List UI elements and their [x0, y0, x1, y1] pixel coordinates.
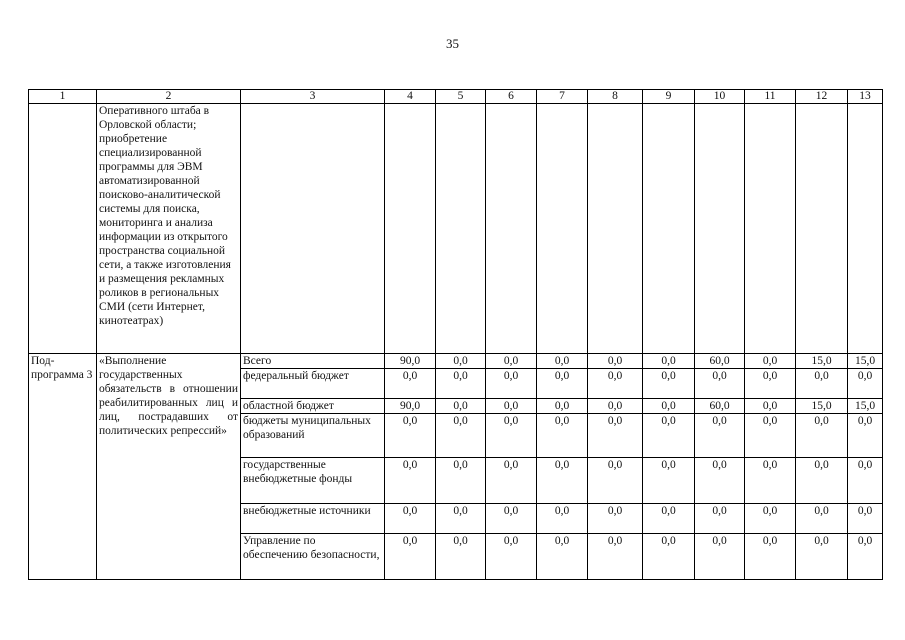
column-header: 3: [241, 90, 385, 104]
value-cell: 90,0: [385, 354, 436, 369]
value-cell: 60,0: [695, 399, 745, 414]
value-cell: 0,0: [848, 504, 883, 534]
value-cell: 0,0: [695, 369, 745, 399]
value-cell: 0,0: [643, 534, 695, 580]
value-cell: 0,0: [745, 369, 796, 399]
funding-source-cell: государственные внебюджетные фонды: [241, 458, 385, 504]
column-header: 12: [796, 90, 848, 104]
empty-cell: [385, 104, 436, 354]
value-cell: 0,0: [385, 534, 436, 580]
column-header: 4: [385, 90, 436, 104]
budget-table: [28, 89, 883, 580]
value-cell: 0,0: [537, 399, 588, 414]
value-cell: 0,0: [643, 354, 695, 369]
value-cell: 0,0: [436, 504, 486, 534]
value-cell: 0,0: [588, 504, 643, 534]
value-cell: 0,0: [848, 414, 883, 458]
value-cell: 0,0: [745, 414, 796, 458]
value-cell: 60,0: [695, 354, 745, 369]
value-cell: 0,0: [796, 534, 848, 580]
empty-cell: [695, 104, 745, 354]
measure-description-cell: Оперативного штаба в Орловской области; приобретение специализированной программы для ЭВМ автоматизированной поисково-аналитической системы для поиска, мониторинга и анализа информации из открытого пространства социальной сети, а также изготовления и размещения рекламных роликов в региональных СМИ (сети Интернет, кинотеатрах): [97, 104, 241, 354]
empty-cell: [537, 104, 588, 354]
value-cell: 0,0: [385, 414, 436, 458]
value-cell: 0,0: [588, 399, 643, 414]
value-cell: 0,0: [643, 504, 695, 534]
value-cell: 0,0: [695, 504, 745, 534]
value-cell: 0,0: [486, 458, 537, 504]
value-cell: 0,0: [745, 399, 796, 414]
empty-cell: [436, 104, 486, 354]
empty-cell: [241, 104, 385, 354]
value-cell: 0,0: [436, 369, 486, 399]
value-cell: 0,0: [537, 534, 588, 580]
column-header: 13: [848, 90, 883, 104]
column-header: 8: [588, 90, 643, 104]
column-header: 11: [745, 90, 796, 104]
value-cell: 0,0: [486, 354, 537, 369]
value-cell: 0,0: [848, 534, 883, 580]
value-cell: 15,0: [848, 354, 883, 369]
funding-source-cell: Всего: [241, 354, 385, 369]
column-header: 10: [695, 90, 745, 104]
value-cell: 0,0: [588, 354, 643, 369]
value-cell: 0,0: [537, 458, 588, 504]
value-cell: 0,0: [796, 504, 848, 534]
value-cell: 0,0: [436, 458, 486, 504]
column-header: 1: [29, 90, 97, 104]
value-cell: 0,0: [796, 414, 848, 458]
funding-source-cell: внебюджетные источники: [241, 504, 385, 534]
column-header: 5: [436, 90, 486, 104]
subprogram-title-cell: «Выполнение государственных обязательств в отношении реабилитированных лиц и лиц, пострадавших от политических репрессий»: [97, 354, 241, 580]
value-cell: 15,0: [796, 399, 848, 414]
value-cell: 0,0: [537, 414, 588, 458]
funding-source-cell: бюджеты муниципальных образований: [241, 414, 385, 458]
page-number: 35: [446, 36, 459, 51]
empty-cell: [588, 104, 643, 354]
value-cell: 0,0: [796, 458, 848, 504]
value-cell: 0,0: [436, 414, 486, 458]
value-cell: 0,0: [643, 458, 695, 504]
value-cell: 0,0: [695, 414, 745, 458]
value-cell: 0,0: [436, 534, 486, 580]
value-cell: 0,0: [537, 369, 588, 399]
funding-row: [29, 354, 883, 369]
value-cell: 0,0: [436, 399, 486, 414]
value-cell: 0,0: [486, 414, 537, 458]
value-cell: 0,0: [537, 504, 588, 534]
column-header: 7: [537, 90, 588, 104]
value-cell: 0,0: [588, 458, 643, 504]
value-cell: 0,0: [848, 458, 883, 504]
empty-cell: [848, 104, 883, 354]
value-cell: 0,0: [588, 534, 643, 580]
value-cell: 0,0: [695, 534, 745, 580]
value-cell: 0,0: [745, 458, 796, 504]
empty-cell: [486, 104, 537, 354]
value-cell: 0,0: [745, 504, 796, 534]
value-cell: 15,0: [848, 399, 883, 414]
funding-source-cell: областной бюджет: [241, 399, 385, 414]
subprogram-label-cell: Под-программа 3: [29, 354, 97, 580]
empty-cell: [643, 104, 695, 354]
value-cell: 0,0: [745, 354, 796, 369]
column-header: 2: [97, 90, 241, 104]
empty-cell: [796, 104, 848, 354]
value-cell: 0,0: [588, 369, 643, 399]
value-cell: 0,0: [486, 534, 537, 580]
value-cell: 90,0: [385, 399, 436, 414]
value-cell: 0,0: [695, 458, 745, 504]
value-cell: 0,0: [385, 369, 436, 399]
value-cell: 0,0: [537, 354, 588, 369]
column-header: 6: [486, 90, 537, 104]
value-cell: 0,0: [385, 504, 436, 534]
continuation-row: [29, 104, 883, 354]
value-cell: 0,0: [745, 534, 796, 580]
column-header: 9: [643, 90, 695, 104]
value-cell: 0,0: [486, 369, 537, 399]
value-cell: 0,0: [486, 399, 537, 414]
value-cell: 0,0: [486, 504, 537, 534]
value-cell: 0,0: [643, 414, 695, 458]
value-cell: 15,0: [796, 354, 848, 369]
empty-cell: [29, 104, 97, 354]
value-cell: 0,0: [385, 458, 436, 504]
value-cell: 0,0: [436, 354, 486, 369]
funding-source-cell: федеральный бюджет: [241, 369, 385, 399]
funding-source-cell: Управление по обеспечению безопасности,: [241, 534, 385, 580]
value-cell: 0,0: [588, 414, 643, 458]
value-cell: 0,0: [643, 399, 695, 414]
value-cell: 0,0: [643, 369, 695, 399]
empty-cell: [745, 104, 796, 354]
value-cell: 0,0: [796, 369, 848, 399]
value-cell: 0,0: [848, 369, 883, 399]
column-header-row: [29, 90, 883, 104]
